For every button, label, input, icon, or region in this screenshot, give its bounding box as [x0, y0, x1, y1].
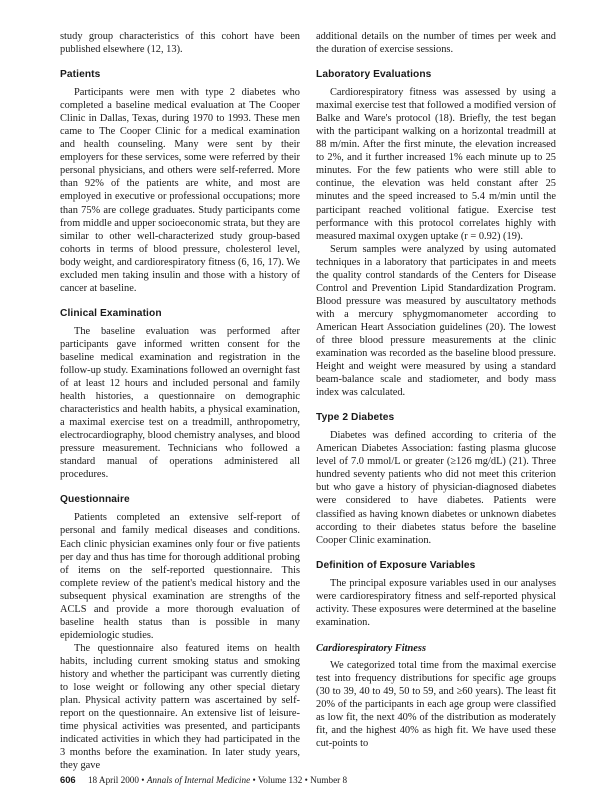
laboratory-evaluations-heading: Laboratory Evaluations — [316, 69, 432, 81]
type-2-diabetes-paragraph: Diabetes was defined according to criteria of the American Diabetes Association: fasting plasma glucose level of 7.0 mmol/L or greater (≥126 mg/dL) (21). Three hundred seventy patients who did not meet this criterion but who gave a history of physician-diagnosed diabetes were considered to have diabetes. Patients were classified as having known diabetes or unknown diabetes according to their diabetes status before the baseline Cooper Clinic examination. — [316, 430, 556, 546]
clinical-examination-heading: Clinical Examination — [60, 307, 162, 319]
clinical-examination-paragraph: The baseline evaluation was performed after participants gave informed written consent for the baseline medical examination and registration in the follow-up study. Examinations followed an overnight fast of at least 12 hours and included personal and family health histories, a questionnaire on demographic characteristics and health habits, a physical examination, a maximal exercise test on a treadmill, anthropometry, electrocardiography, blood chemistry analyses, and blood pressure measurement. Technicians who followed a standard manual of operations administered all procedures. — [60, 325, 300, 481]
volume-label: Volume 132 — [257, 775, 303, 785]
continuation-paragraph: additional details on the number of times per week and the duration of exercise sessions. — [316, 31, 556, 56]
footer-separator: • — [252, 775, 256, 785]
journal-name: Annals of Internal Medicine — [146, 775, 251, 785]
footer-separator: • — [304, 775, 308, 785]
right-column — [316, 30, 556, 750]
cardiorespiratory-fitness-paragraph: We categorized total time from the maximal exercise test into frequency distributions for specific age groups (30 to 39, 40 to 49, 50 to 59, and ≥60 years). The least fit 20% of the participants in each age group were classified as low fit, the next 40% of the distribution as moderately fit, and the highest 40% as high fit. We have used these cut-points to — [316, 659, 556, 750]
questionnaire-paragraph-2: The questionnaire also featured items on health habits, including current smoking status and smoking history and whether the participant was currently dieting to lose weight or following any other special dietary plan. Physical activity pattern was ascertained by self-report on the questionnaire. An extensive list of leisure-time physical activities was presented, and participants indicated activities in which they had participated in the 3 months before the examination. In later study years, they gave — [60, 642, 300, 772]
issue-number: Number 8 — [310, 775, 348, 785]
cardiorespiratory-fitness-heading: Cardiorespiratory Fitness — [316, 642, 426, 654]
exposure-variables-paragraph: The principal exposure variables used in our analyses were cardiorespiratory fitness and self-reported physical activity. These exposures were determined at the baseline examination. — [316, 577, 556, 628]
patients-heading: Patients — [60, 69, 101, 81]
laboratory-paragraph-2: Serum samples were analyzed by using automated techniques in a laboratory that participates in and meets the quality control standards of the Centers for Disease Control and Prevention Lipid Standardization Program. Blood pressure was measured by auscultatory methods with a mercury sphygmomanometer according to American Heart Association guidelines (20). The lowest of three blood pressure measurements at the clinic examination was recorded as the baseline blood pressure. Height and weight were measured by using a standard beam-balance scale and stadiometer, and body mass index was calculated. — [316, 243, 556, 399]
left-column — [60, 30, 300, 772]
page-footer — [60, 774, 540, 785]
intro-paragraph: study group characteristics of this cohort have been published elsewhere (12, 13). — [60, 31, 300, 56]
questionnaire-paragraph-1: Patients completed an extensive self-report of personal and family medical diseases and conditions. Each clinic physician examines only four or five patients per day and thus has time for thorough additional probing of items on the self-reported questionnaire. This complete review of the patient's medical history and the subsequent physical examination are strengths of the ACLS and provide a more thorough evaluation of baseline health status than is possible in many epidemiologic studies. — [60, 512, 300, 641]
exposure-variables-heading: Definition of Exposure Variables — [316, 559, 476, 571]
laboratory-paragraph-1: Cardiorespiratory fitness was assessed by using a maximal exercise test that followed a modified version of Balke and Ware's protocol (18). Briefly, the test began with the participant walking on a horizontal treadmill at 88 m/min. After the first minute, the elevation increased to 2%, and it further increased 1% each minute up to 25 minutes. For the few patients who were still able to continue, the elevation was held constant after 25 minutes and the speed increased to 5.4 m/min until the participant reached volitional fatigue. Exercise test performance with this protocol correlates highly with measured maximal oxygen uptake (r = 0.92) (19). — [316, 87, 556, 242]
questionnaire-heading: Questionnaire — [60, 494, 130, 506]
type-2-diabetes-heading: Type 2 Diabetes — [316, 412, 395, 424]
page-number: 606 — [60, 774, 76, 785]
patients-paragraph: Participants were men with type 2 diabetes who completed a baseline medical evaluation at The Cooper Clinic in Dallas, Texas, during 1970 to 1993. These men came to The Cooper Clinic for a medical examination and health counseling. Many were sent by their employers for these services, some were referred by their personal physicians, and others were self-referred. More than 92% of the patients are white, and most are employed in executive or professional occupations; more than 75% are college graduates. Study participants come from middle and upper socioeconomic strata, but they are similar to other well-characterized study group-based cohorts in terms of blood pressure, cholesterol level, body weight, and cardiorespiratory fitness (6, 16, 17). We excluded men taking insulin and those with a history of cancer at baseline. — [60, 87, 300, 294]
issue-date: 18 April 2000 — [87, 775, 139, 785]
footer-separator: • — [141, 775, 145, 785]
